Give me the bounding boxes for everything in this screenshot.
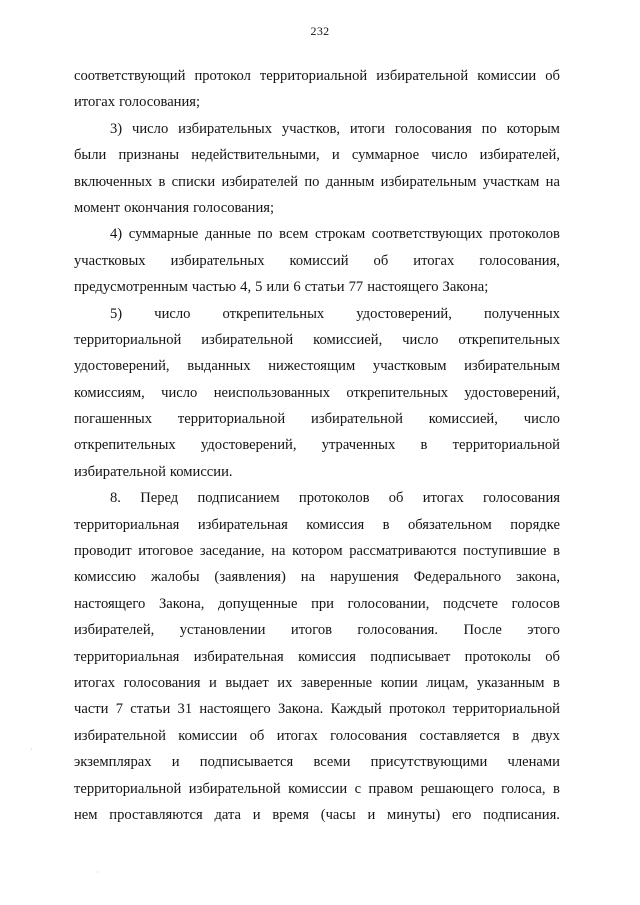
word: избирательным [380, 173, 477, 190]
word: итоги [349, 120, 385, 137]
word: которым [506, 120, 560, 137]
word: соответствующий [74, 68, 186, 84]
word: избирательная [197, 516, 288, 533]
word: избирателей, [479, 147, 560, 164]
word: комиссией, [313, 331, 383, 348]
word: об [373, 252, 389, 269]
word: указанным [476, 674, 545, 691]
word: соответствующих [371, 226, 483, 243]
word: число [132, 120, 169, 137]
word: списки [171, 173, 216, 190]
word: итогах [74, 94, 116, 111]
word: 3) [110, 120, 123, 137]
word: данные [205, 226, 251, 243]
word: участкам [482, 173, 540, 190]
word: избирательной [201, 331, 294, 348]
text-line [74, 696, 560, 722]
word: частью [191, 279, 237, 296]
word: 31 [177, 701, 193, 718]
text-line [74, 591, 560, 617]
text-line [74, 644, 560, 670]
word: 7 [115, 701, 124, 718]
word: статьи [130, 701, 171, 718]
word: участковых [74, 252, 146, 269]
word: голосов [511, 595, 560, 612]
word: открепительных [458, 331, 560, 348]
word: об [545, 68, 560, 84]
word: минуты) [387, 806, 441, 823]
word: избирателей [221, 173, 299, 190]
word: избирательной [74, 727, 166, 744]
word: время [272, 806, 309, 823]
word: настоящего [74, 595, 146, 612]
word: в [553, 543, 560, 560]
word: были [74, 147, 107, 164]
word: 8. [110, 490, 121, 507]
word: порядке [510, 516, 560, 533]
word: этого [527, 622, 560, 639]
word: по [481, 120, 497, 137]
word: его [451, 806, 472, 823]
word: избирателей, [74, 622, 155, 639]
word: избирательной [74, 463, 166, 480]
word: жалобы [151, 569, 200, 586]
word: всем [279, 226, 309, 243]
word: котором [292, 543, 343, 560]
word: комиссией, [428, 411, 498, 428]
word: в [512, 727, 520, 744]
text-line [74, 564, 560, 590]
word: лицам, [426, 674, 469, 691]
text-line [74, 221, 560, 247]
text-line [74, 432, 560, 458]
word: территориальная [74, 516, 180, 533]
word: территориальная [74, 648, 180, 665]
word: протокол [194, 68, 251, 84]
word: нижестоящим [268, 358, 356, 375]
word: Каждый [330, 701, 382, 718]
word: (часы [320, 806, 356, 823]
word: комиссии. [169, 463, 233, 480]
word: в [553, 674, 560, 691]
word: удостоверений, [356, 305, 452, 322]
word: проводит [74, 543, 132, 560]
word: установлении [179, 622, 266, 639]
word: строкам [314, 226, 366, 243]
word: комиссиям, [74, 384, 145, 401]
body-text [74, 63, 560, 828]
word: территориальной [259, 68, 368, 84]
word: об [388, 490, 404, 507]
word: на [545, 173, 560, 190]
word: (заявления) [214, 569, 286, 586]
word: с [354, 780, 362, 797]
word: всеми [313, 754, 351, 771]
word: комиссия [298, 648, 356, 665]
word: голосования [123, 674, 201, 691]
word: копии [380, 674, 418, 691]
word: по [257, 226, 273, 243]
word: голосования [483, 490, 560, 507]
word: и [331, 147, 340, 164]
word: заседание, [199, 543, 265, 560]
word: участковым [372, 358, 447, 375]
word: присутствующими [370, 754, 488, 771]
word: голосования, [479, 252, 560, 269]
word: по [304, 173, 320, 190]
word: голосования; [193, 199, 275, 216]
word: подписания. [483, 806, 560, 823]
text-line [74, 142, 560, 168]
word: голосования. [357, 622, 439, 639]
word: протоколов [298, 490, 370, 507]
word: итогах [276, 727, 318, 744]
word: в [382, 516, 390, 533]
word: избирательным [464, 358, 560, 375]
text-line [74, 406, 560, 432]
word: данным [325, 173, 375, 190]
word: включенных [74, 173, 153, 190]
word: выданных [187, 358, 251, 375]
text-line [74, 749, 560, 775]
text-line [74, 617, 560, 643]
word: итоговое [138, 543, 194, 560]
word: подписывает [370, 648, 451, 665]
word: число [431, 147, 468, 164]
word: число [161, 384, 198, 401]
word: утраченных [321, 437, 396, 454]
word: итогах [422, 490, 464, 507]
word: комиссии [288, 780, 348, 797]
word: подписанием [197, 490, 280, 507]
word: при [311, 595, 334, 612]
text-line [74, 274, 560, 300]
word: 5 [255, 279, 263, 296]
word: комиссий [289, 252, 349, 269]
word: недействительными, [191, 147, 320, 164]
word: открепительных [74, 437, 176, 454]
text-line [74, 353, 560, 379]
word: 6 [293, 279, 301, 296]
word: рассматриваются [349, 543, 457, 560]
word: удостоверений, [464, 384, 560, 401]
word: 4, [240, 279, 252, 296]
word: число [402, 331, 439, 348]
word: голосования [330, 727, 408, 744]
word: После [463, 622, 502, 639]
word: удостоверений, [74, 358, 170, 375]
word: об [249, 727, 265, 744]
word: или [266, 279, 290, 296]
word: обязательном [407, 516, 492, 533]
word: составляется [419, 727, 500, 744]
word: подписывается [199, 754, 294, 771]
word: Закона; [442, 279, 489, 296]
word: территориальной [452, 437, 560, 454]
word: избирательной [311, 411, 403, 428]
word: протоколов [489, 226, 560, 243]
margin-speck: · [96, 868, 99, 877]
word: территориальной [452, 701, 560, 718]
word: в [553, 780, 560, 797]
text-line [74, 169, 560, 195]
text-line [74, 380, 560, 406]
text-line [74, 89, 560, 115]
text-line [74, 116, 560, 142]
word: Закона, [158, 595, 205, 612]
word: итогах [413, 252, 455, 269]
word: протоколы [464, 648, 531, 665]
text-line [74, 512, 560, 538]
word: суммарное [351, 147, 420, 164]
word: Закона. [277, 701, 324, 718]
word: комиссии [178, 727, 238, 744]
word: момент [74, 199, 121, 216]
word: удостоверений, [200, 437, 297, 454]
text-line [74, 248, 560, 274]
word: дата [214, 806, 242, 823]
word: проставляются [109, 806, 203, 823]
word: поступившие [463, 543, 547, 560]
word: и [209, 674, 217, 691]
word: и [252, 806, 261, 823]
word: решающего [420, 780, 494, 797]
word: участков, [281, 120, 341, 137]
text-line [74, 459, 560, 485]
word: части [74, 701, 109, 718]
word: подсчете [442, 595, 498, 612]
word: избирательной [188, 780, 281, 797]
word: голоса, [501, 780, 546, 797]
word: погашенных [74, 411, 153, 428]
word: на [271, 543, 286, 560]
text-line [74, 301, 560, 327]
word: и [171, 754, 180, 771]
word: об [545, 648, 560, 665]
word: число [154, 305, 191, 322]
word: экземплярах [74, 754, 152, 771]
word: избирательных [178, 120, 273, 137]
text-line [74, 538, 560, 564]
word: допущенные [217, 595, 298, 612]
word: заверенные [300, 674, 373, 691]
word: Федерального [413, 569, 502, 586]
word: избирательная [193, 648, 284, 665]
word: голосования; [119, 94, 201, 111]
word: число [523, 411, 560, 428]
word: голосования [394, 120, 472, 137]
word: итогах [74, 674, 116, 691]
word: статьи [304, 279, 345, 296]
word: в [158, 173, 166, 190]
word: окончания [124, 199, 190, 216]
word: признаны [118, 147, 180, 164]
word: выдает [225, 674, 269, 691]
word: двух [531, 727, 560, 744]
word: итогов [290, 622, 333, 639]
word: членами [507, 754, 560, 771]
word: территориальной [74, 780, 182, 797]
word: территориальной [74, 331, 182, 348]
word: суммарные [128, 226, 199, 243]
text-line [74, 776, 560, 802]
word: протокол [388, 701, 446, 718]
text-line [74, 723, 560, 749]
word: неиспользованных [213, 384, 331, 401]
word: 5) [110, 305, 123, 322]
text-line [74, 63, 560, 89]
word: полученных [483, 305, 560, 322]
word: избирательной [376, 68, 469, 84]
word: их [277, 674, 293, 691]
word: правом [368, 780, 414, 797]
page-number: 232 [310, 24, 330, 38]
margin-speck: · [30, 745, 33, 754]
word: открепительных [222, 305, 325, 322]
word: в [420, 437, 428, 454]
word: 77 [348, 279, 364, 296]
word: нарушения [329, 569, 399, 586]
word: Перед [140, 490, 179, 507]
text-line [74, 485, 560, 511]
word: комиссия [306, 516, 365, 533]
word: комиссию [74, 569, 137, 586]
word: 4) [110, 226, 123, 243]
word: открепительных [346, 384, 449, 401]
word: и [367, 806, 376, 823]
word: комиссии [477, 68, 537, 84]
text-line [74, 670, 560, 696]
text-line [74, 327, 560, 353]
word: территориальной [177, 411, 286, 428]
word: настоящего [367, 279, 439, 296]
word: предусмотренным [74, 279, 188, 296]
word: голосовании, [347, 595, 430, 612]
word: настоящего [199, 701, 271, 718]
word: закона, [516, 569, 560, 586]
word: нем [74, 806, 98, 823]
word: избирательных [170, 252, 265, 269]
text-line [74, 802, 560, 828]
text-line [74, 195, 560, 221]
word: на [300, 569, 316, 586]
